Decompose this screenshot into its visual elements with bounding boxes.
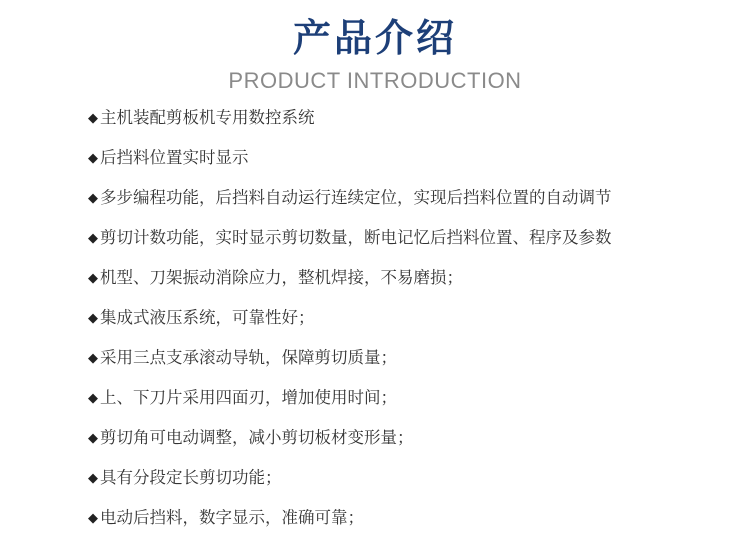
feature-item <box>88 223 728 263</box>
feature-item <box>88 423 728 463</box>
feature-text: 多步编程功能，后挡料自动运行连续定位，实现后挡料位置的自动调节 <box>100 188 612 207</box>
feature-item <box>88 143 728 183</box>
feature-text: 剪切角可电动调整，减小剪切板材变形量； <box>100 428 414 447</box>
feature-text: 采用三点支承滚动导轨，保障剪切质量； <box>100 348 397 367</box>
feature-text: 集成式液压系统，可靠性好； <box>100 308 315 327</box>
feature-item <box>88 463 728 503</box>
diamond-bullet-icon: ◆ <box>88 511 98 526</box>
diamond-bullet-icon: ◆ <box>88 311 98 326</box>
diamond-bullet-icon: ◆ <box>88 471 98 486</box>
page-title: 产品介绍 <box>292 16 457 60</box>
diamond-bullet-icon: ◆ <box>88 111 98 126</box>
feature-item <box>88 183 728 223</box>
feature-item <box>88 303 728 343</box>
page-subtitle: PRODUCT INTRODUCTION <box>228 68 522 93</box>
feature-text: 上、下刀片采用四面刃，增加使用时间； <box>100 388 397 407</box>
diamond-bullet-icon: ◆ <box>88 231 98 246</box>
diamond-bullet-icon: ◆ <box>88 351 98 366</box>
feature-text: 机型、刀架振动消除应力，整机焊接，不易磨损； <box>100 268 463 287</box>
feature-text: 后挡料位置实时显示 <box>100 148 249 167</box>
feature-text: 具有分段定长剪切功能； <box>100 468 282 487</box>
feature-item <box>88 263 728 303</box>
feature-text: 剪切计数功能，实时显示剪切数量，断电记忆后挡料位置、程序及参数 <box>100 228 612 247</box>
feature-item <box>88 343 728 383</box>
feature-item <box>88 103 728 143</box>
feature-text: 电动后挡料，数字显示，准确可靠； <box>100 508 364 527</box>
feature-item <box>88 383 728 423</box>
diamond-bullet-icon: ◆ <box>88 151 98 166</box>
feature-text: 主机装配剪板机专用数控系统 <box>100 108 315 127</box>
diamond-bullet-icon: ◆ <box>88 191 98 206</box>
header <box>0 0 750 96</box>
diamond-bullet-icon: ◆ <box>88 271 98 286</box>
diamond-bullet-icon: ◆ <box>88 431 98 446</box>
diamond-bullet-icon: ◆ <box>88 391 98 406</box>
feature-item <box>88 503 728 543</box>
feature-list <box>88 103 728 543</box>
